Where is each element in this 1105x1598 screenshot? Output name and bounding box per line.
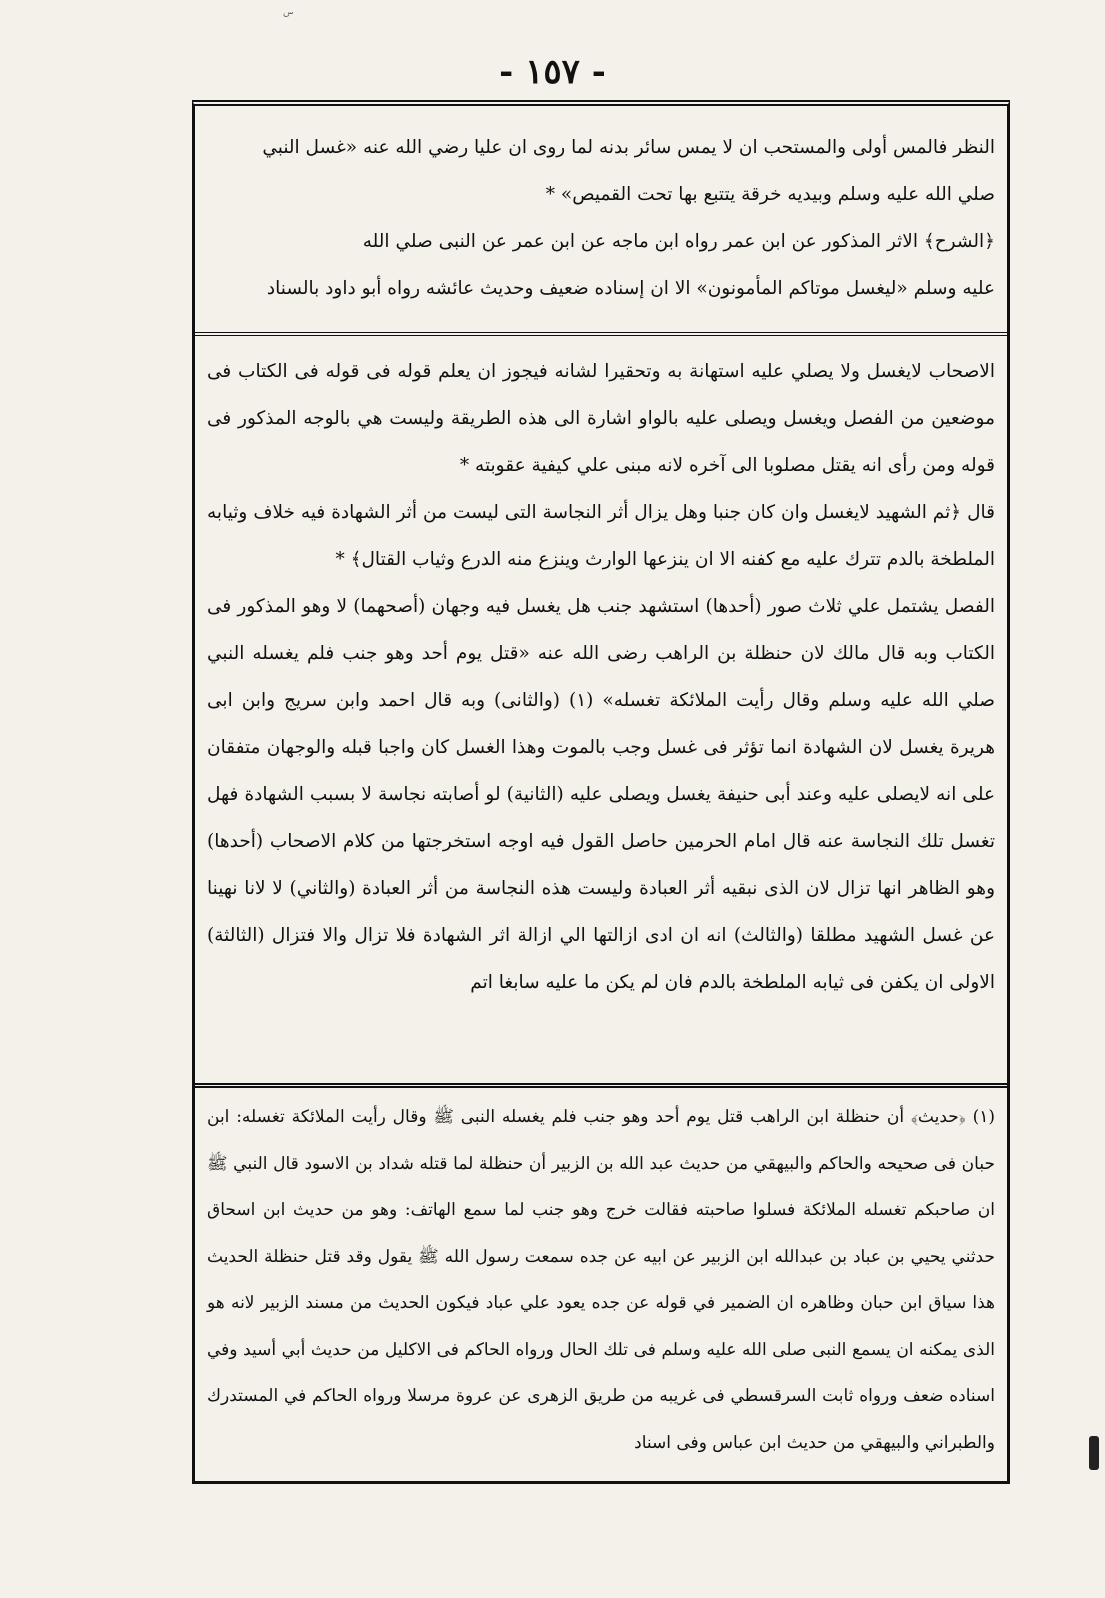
paragraph: قال ﴿ثم الشهيد لايغسل وان كان جنبا وهل يزال أثر النجاسة التى ليست من أثر الشهادة فيه خلاف وثيابه الملطخة بالدم تترك عليه مع كفنه الا ان ينزعها الوارث وينزع منه الدرع وثياب القتال﴾ * <box>207 502 995 570</box>
paragraph: الاصحاب لايغسل ولا يصلي عليه استهانة به وتحقيرا لشانه فيجوز ان يعلم قوله فى قوله فى الكتاب فى موضعين من الفصل ويغسل ويصلى عليه بالواو اشارة الى هذه الطريقة وليست هي بالوجه المذكور فى قوله ومن رأى انه يقتل مصلوبا الى آخره لانه مبنى علي كيفية عقوبته * <box>207 361 995 476</box>
text-line: ﴿الشرح﴾ الاثر المذكور عن ابن عمر رواه ابن ماجه عن ابن عمر عن النبى صلي الله <box>362 231 995 252</box>
footnote-paragraph: (١) ﴿حديث﴾ أن حنظلة ابن الراهب قتل يوم أحد وهو جنب فلم يغسله النبى ﷺ وقال رأيت الملائكة تغسله: ابن حبان فى صحيحه والحاكم والبيهقي من حديث عبد الله بن الزبير أن حنظلة لما قتله شداد بن الاسود قال النبي ﷺ ان صاحبكم تغسله الملائكة فسلوا صاحبته فقالت خرج وهو جنب لما سمع الهاتف: وهو من حديث ابن اسحاق حدثني يحيي بن عباد بن عبدالله ابن الزبير عن ابيه عن جده سمعت رسول الله ﷺ يقول وقد قتل حنظلة الحديث هذا سياق ابن حبان وظاهره ان الضمير في قوله عن جده يعود علي عباد فيكون الحديث من مسند الزبير لانه هو الذى يمكنه ان يسمع النبى صلى الله عليه وسلم فى تلك الحال ورواه الحاكم فى الاكليل من حديث أبي أسيد وفي اسناده ضعف ورواه ثابت السرقسطي فى غريبه من طريق الزهرى عن عروة مرسلا ورواه الحاكم في المستدرك والطبراني والبيهقي من حديث ابن عباس وفى اسناد <box>207 1107 995 1453</box>
text-top-section <box>207 124 995 312</box>
text-line: النظر فالمس أولى والمستحب ان لا يمس سائر بدنه لما روى ان عليا رضي الله عنه «غسل النبي <box>262 137 995 158</box>
text-line: صلي الله عليه وسلم وبيديه خرقة يتتبع بها تحت القميص» * <box>545 184 995 205</box>
paragraph: الفصل يشتمل علي ثلاث صور (أحدها) استشهد جنب هل يغسل فيه وجهان (أصحهما) لا وهو المذكور فى الكتاب وبه قال مالك لان حنظلة بن الراهب رضى الله عنه «قتل يوم أحد وهو جنب فلم يغسله النبي صلي الله عليه وسلم وقال رأيت الملائكة تغسله» (١) (والثانى) وبه قال احمد وابن سريج وابن ابى هريرة يغسل لان الشهادة انما تؤثر فى غسل وجب بالموت وهذا الغسل كان واجبا قبله والوجهان متفقان على انه لايصلى عليه وعند أبى حنيفة يغسل ويصلى عليه (الثانية) لو أصابته نجاسة لا بسبب الشهادة فهل تغسل تلك النجاسة عنه قال امام الحرمين حاصل القول فيه اوجه استخرجتها من كلام الاصحاب (أحدها) وهو الظاهر انها تزال لان الذى نبقيه أثر العبادة وليست هذه النجاسة من أثر العبادة (والثاني) لا لانا نهينا عن غسل الشهيد مطلقا (والثالث) انه ان ادى ازالتها الي ازالة اثر الشهادة فلا تزال والا فتزال (الثالثة) الاولى ان يكفن فى ثيابه الملطخة بالدم فان لم يكن ما عليه سابغا اتم <box>207 596 995 993</box>
main-text-section <box>207 348 995 1006</box>
footnote-divider <box>195 1083 1007 1088</box>
section-divider <box>195 332 1007 336</box>
ink-mark <box>1089 1436 1099 1470</box>
page-frame <box>192 100 1010 1484</box>
page-number: - ١٥٧ - <box>499 52 606 92</box>
text-line: عليه وسلم «ليغسل موتاكم المأمونون» الا ان إسناده ضعيف وحديث عائشه رواه أبو داود بالسناد <box>266 278 995 299</box>
footnote-section <box>207 1094 995 1466</box>
